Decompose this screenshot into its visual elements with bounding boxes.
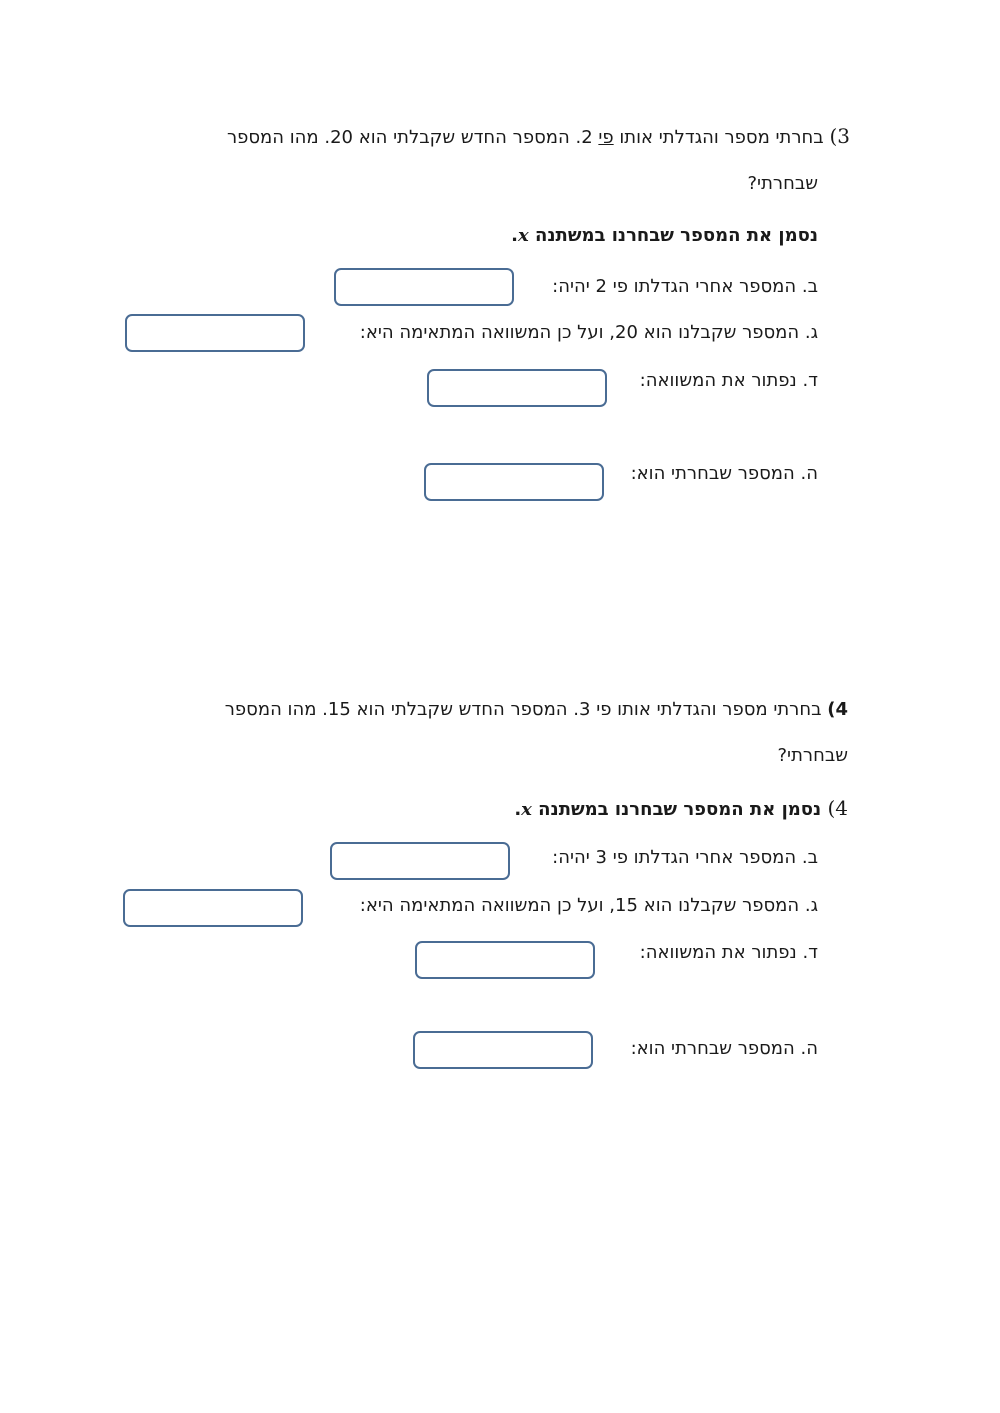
q3-h-label: ה. המספר שבחרתי הוא: — [630, 463, 818, 484]
q4-h-label: ה. המספר שבחרתי הוא: — [630, 1038, 818, 1059]
q4-b-label: ב. המספר אחרי הגדלתו פי 3 יהיה: — [552, 847, 818, 868]
q3-variable: x — [517, 225, 529, 246]
q3-question-line2: שבחרתי? — [747, 173, 818, 194]
q4-question-line1 — [225, 698, 848, 722]
q4-d-answer-box[interactable] — [415, 941, 595, 979]
q4-instruction-end: . — [514, 799, 522, 820]
q3-b-label: ב. המספר אחרי הגדלתו פי 2 יהיה: — [552, 276, 818, 297]
q4-b-answer-box[interactable] — [330, 842, 510, 880]
q4-g-answer-box[interactable] — [123, 889, 303, 927]
q3-d-label: ד. נפתור את המשוואה: — [639, 370, 818, 391]
q3-b-answer-box[interactable] — [334, 268, 514, 306]
q3-question-line1 — [227, 124, 850, 150]
q4-number: 4) — [827, 699, 848, 720]
q3-text-b: 2. המספר החדש שקבלתי הוא 20. מהו המספר — [226, 127, 593, 148]
q3-instruction — [511, 224, 818, 248]
q4-instruction-number: 4) — [827, 796, 848, 820]
q4-text: בחרתי מספר והגדלתי אותו פי 3. המספר החדש שקבלתי הוא 15. מהו המספר — [224, 699, 822, 720]
q3-d-answer-box[interactable] — [427, 369, 607, 407]
q4-g-label: ג. המספר שקבלנו הוא 15, ועל כן המשוואה המתאימה היא: — [359, 895, 818, 916]
q4-d-label: ד. נפתור את המשוואה: — [639, 942, 818, 963]
q3-g-answer-box[interactable] — [125, 314, 305, 352]
q3-text-underlined: פי — [598, 127, 614, 148]
q4-question-line2: שבחרתי? — [777, 745, 848, 766]
q4-h-answer-box[interactable] — [413, 1031, 593, 1069]
q4-instruction — [514, 796, 848, 822]
q3-h-answer-box[interactable] — [424, 463, 604, 501]
q3-text-a: בחרתי מספר והגדלתי אותו — [619, 127, 824, 148]
q4-instruction-text: נסמן את המספר שבחרנו במשתנה — [538, 799, 822, 820]
q3-instruction-end: . — [511, 225, 518, 246]
q3-instruction-text: נסמן את המספר שבחרנו במשתנה — [535, 225, 818, 246]
q3-g-label: ג. המספר שקבלנו הוא 20, ועל כן המשוואה המתאימה היא: — [359, 322, 818, 343]
q4-variable: x — [521, 799, 532, 820]
q3-number: 3) — [829, 124, 850, 148]
